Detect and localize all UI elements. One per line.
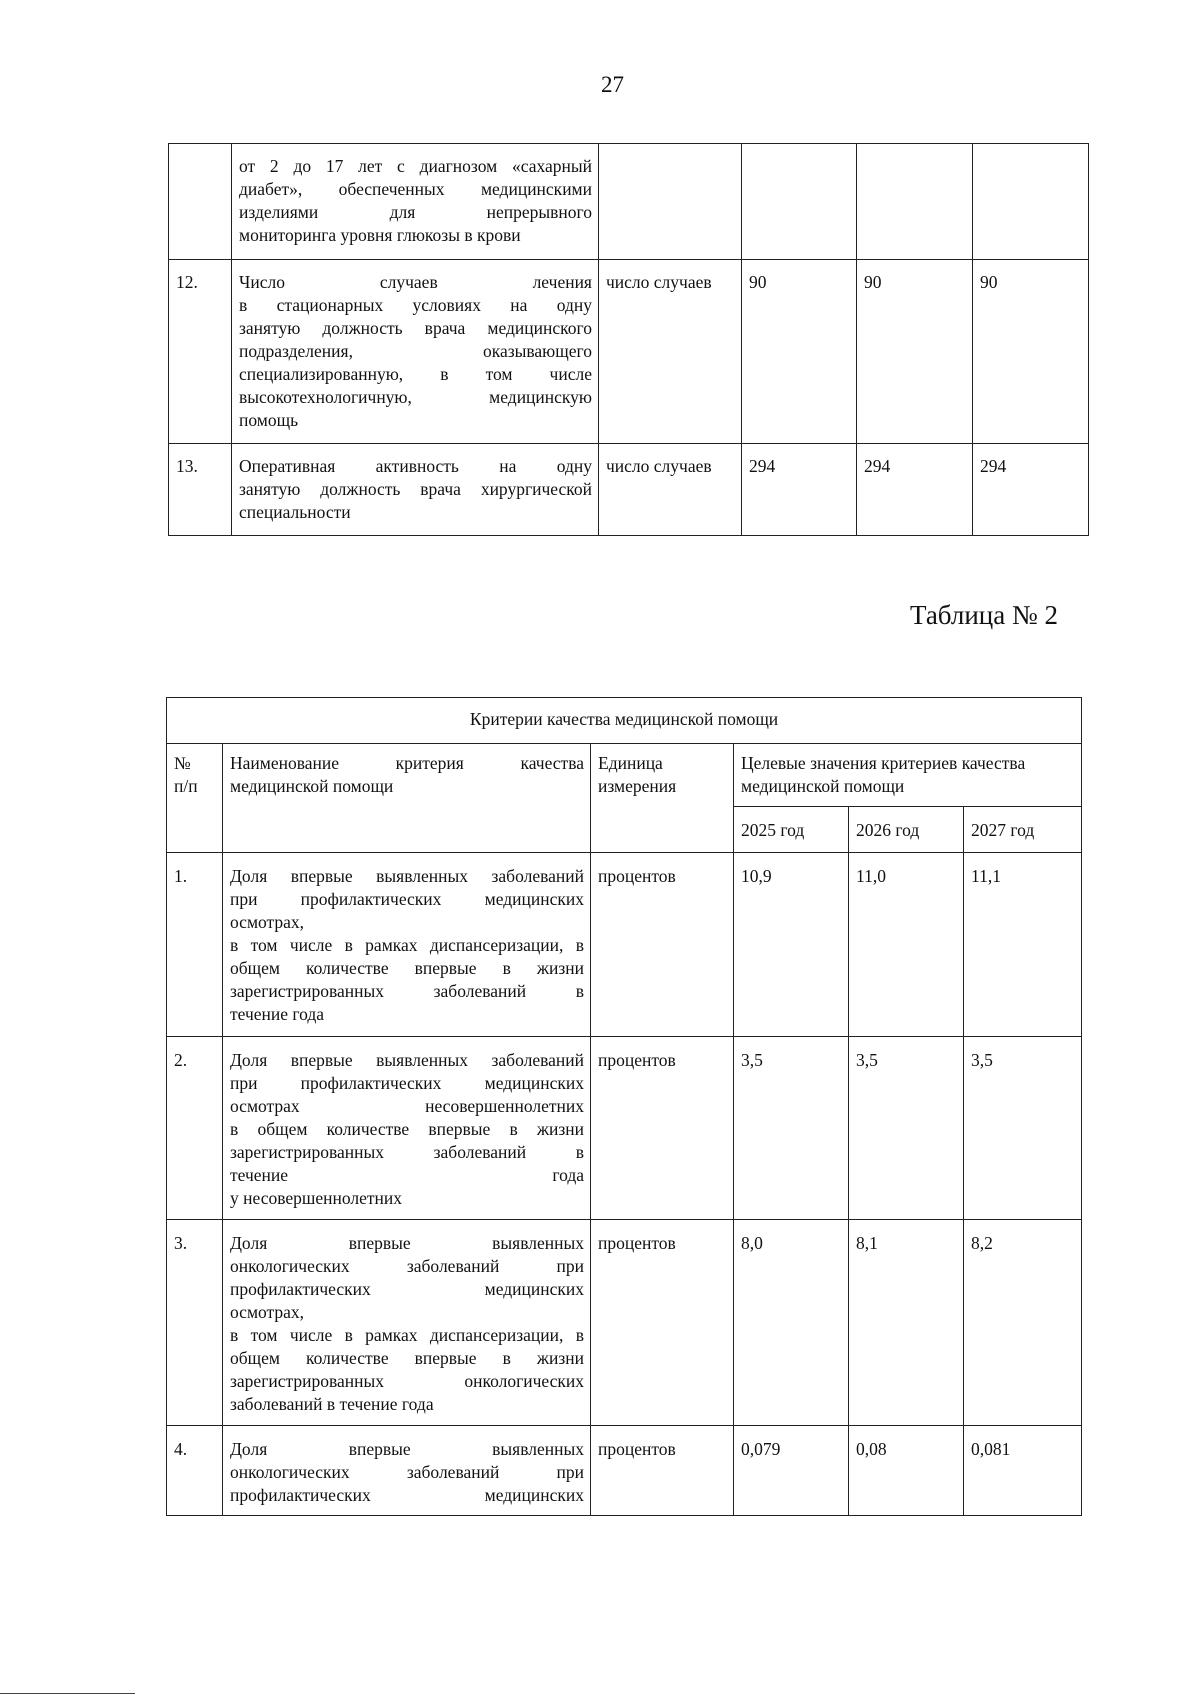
row-number-cell: 3.: [167, 1220, 223, 1426]
row-number-cell: 2.: [167, 1037, 223, 1220]
header-year-2026: 2026 год: [849, 807, 964, 853]
value-2026-cell: 90: [857, 260, 973, 444]
page-edge-line: [0, 1693, 135, 1694]
table-title-row: [167, 698, 1082, 744]
value-2027-cell: 11,1: [964, 853, 1082, 1037]
value-2025-cell: 8,0: [734, 1220, 849, 1426]
value-2027-cell: 8,2: [964, 1220, 1082, 1426]
unit-cell: [599, 144, 742, 260]
criterion-name-cell: Доля впервые выявленных заболеваний при профилактических медицинских осмотрах несовершеннолетних в общем количестве впервые в жизни зарегистрированных заболеваний в течение года у несовершеннолетних: [223, 1037, 591, 1220]
value-2025-cell: 0,079: [734, 1426, 849, 1516]
table-title: Критерии качества медицинской помощи: [167, 698, 1082, 744]
header-target-values: Целевые значения критериев качества медицинской помощи: [734, 744, 1082, 807]
value-2026-cell: 0,08: [849, 1426, 964, 1516]
row-number-cell: 1.: [167, 853, 223, 1037]
value-2027-cell: 90: [973, 260, 1089, 444]
header-year-2027: 2027 год: [964, 807, 1082, 853]
row-number-cell: 12.: [169, 260, 232, 444]
value-cell: [973, 144, 1089, 260]
value-2027-cell: 294: [973, 444, 1089, 536]
value-cell: [742, 144, 857, 260]
table-row: [167, 1426, 1082, 1516]
value-2026-cell: 8,1: [849, 1220, 964, 1426]
value-2025-cell: 10,9: [734, 853, 849, 1037]
criterion-name-cell: от 2 до 17 лет с диагнозом «сахарный диабет», обеспеченных медицинскими изделиями для непрерывного мониторинга уровня глюкозы в крови: [232, 144, 599, 260]
criterion-name-cell: Доля впервые выявленных заболеваний при профилактических медицинских осмотрах, в том числе в рамках диспансеризации, в общем количестве впервые в жизни зарегистрированных заболеваний в течение года: [223, 853, 591, 1037]
table-row: [167, 853, 1082, 1037]
header-unit: Единица измерения: [591, 744, 734, 853]
criterion-name-cell: Оперативная активность на одну занятую должность врача хирургической специальности: [232, 444, 599, 536]
unit-cell: процентов: [591, 1426, 734, 1516]
criterion-name-cell: Доля впервые выявленных онкологических заболеваний при профилактических медицинских осмотрах, в том числе в рамках диспансеризации, в общем количестве впервые в жизни зарегистрированных онкологических заболеваний в течение года: [223, 1220, 591, 1426]
value-2025-cell: 294: [742, 444, 857, 536]
unit-cell: процентов: [591, 1220, 734, 1426]
row-number-cell: [169, 144, 232, 260]
table-row: [167, 1220, 1082, 1426]
table-row: [169, 260, 1089, 444]
value-2026-cell: 294: [857, 444, 973, 536]
header-number: № п/п: [167, 744, 223, 853]
row-number-cell: 4.: [167, 1426, 223, 1516]
header-year-2025: 2025 год: [734, 807, 849, 853]
value-2025-cell: 90: [742, 260, 857, 444]
criterion-name-cell: Доля впервые выявленных онкологических заболеваний при профилактических медицинских: [223, 1426, 591, 1516]
header-row: [167, 744, 1082, 807]
criteria-table-continuation: [168, 143, 1089, 536]
value-2025-cell: 3,5: [734, 1037, 849, 1220]
criterion-name-cell: Число случаев лечения в стационарных условиях на одну занятую должность врача медицинского подразделения, оказывающего специализированную, в том числе высокотехнологичную, медицинскую помощь: [232, 260, 599, 444]
value-2027-cell: 0,081: [964, 1426, 1082, 1516]
table-caption: Таблица № 2: [910, 600, 1058, 630]
table-row: [169, 444, 1089, 536]
unit-cell: процентов: [591, 1037, 734, 1220]
table-row: [167, 1037, 1082, 1220]
value-2026-cell: 11,0: [849, 853, 964, 1037]
header-name: Наименование критерия качества медицинской помощи: [223, 744, 591, 853]
unit-cell: число случаев: [599, 260, 742, 444]
value-2026-cell: 3,5: [849, 1037, 964, 1220]
row-number-cell: 13.: [169, 444, 232, 536]
quality-criteria-table: [166, 697, 1082, 1516]
value-2027-cell: 3,5: [964, 1037, 1082, 1220]
unit-cell: процентов: [591, 853, 734, 1037]
unit-cell: число случаев: [599, 444, 742, 536]
page-number: 27: [601, 72, 624, 97]
value-cell: [857, 144, 973, 260]
table-row: [169, 144, 1089, 260]
